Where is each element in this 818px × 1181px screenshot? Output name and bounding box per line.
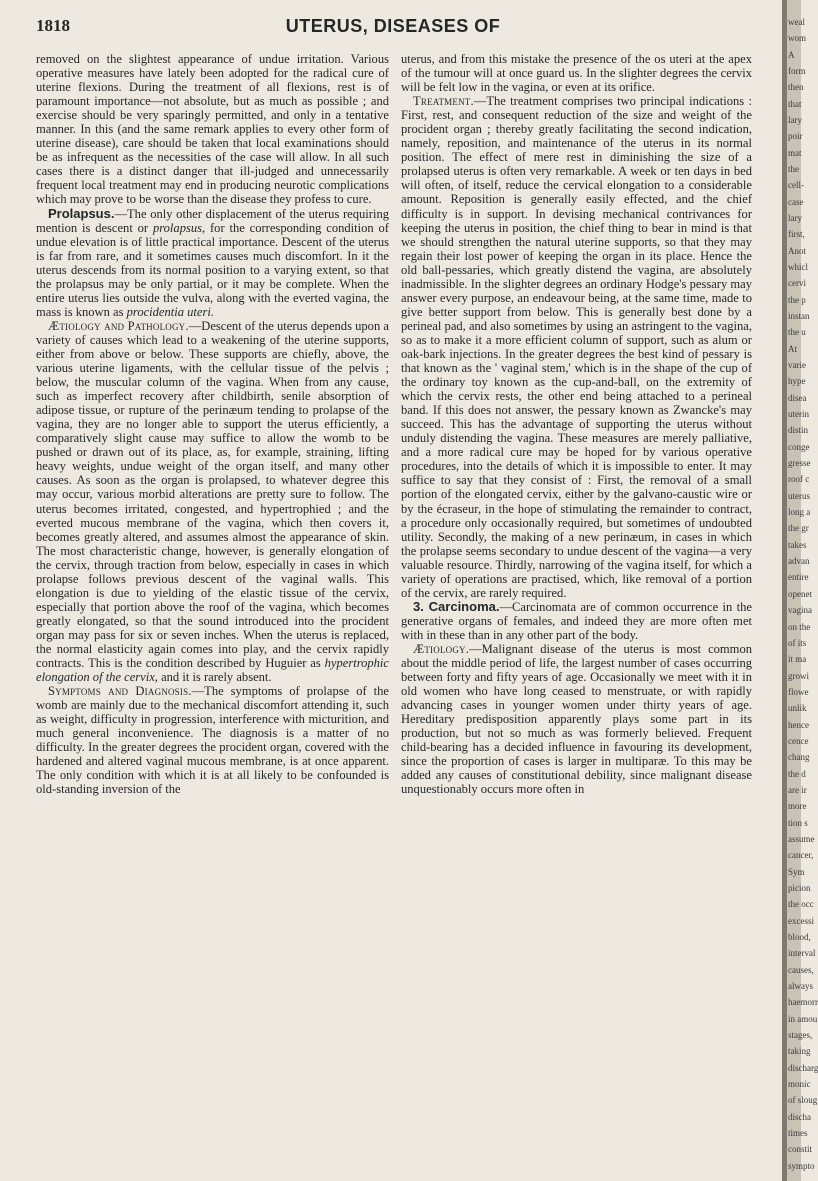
edge-fragment: cell-: [788, 180, 804, 191]
paragraph-text: —Malignant disease of the uterus is most common about the middle period of life, the largest number of cases occurring between forty and fifty years of age. Occasionally we meet with it in old women who have long ceased to menstruate, or with rapidly advancing cases in younger women under thirty years of age. Hereditary predisposition apparently plays some part in its production, but not so much as was formerly believed. Frequent child-bearing has a decided influence in favouring its development, since the proportion of cases is larger in multiparæ. To this may be added any causes of constitutional debility, since malignant disease unquestionably occurs more often in: [401, 641, 752, 797]
paragraph: [36, 52, 389, 207]
edge-fragment: takes: [788, 539, 807, 550]
running-title: UTERUS, DISEASES OF: [285, 16, 501, 36]
edge-fragment: poir: [788, 131, 803, 142]
edge-fragment: constit: [788, 1144, 812, 1155]
edge-fragment: more: [788, 801, 807, 812]
paragraph-text: and it is rarely absent.: [157, 670, 272, 685]
edge-fragment: the gr: [788, 523, 809, 534]
paragraph-text: —The symptoms of prolapse of the womb are mainly due to the mechanical discomfort attending it, such as weight, difficulty in progression, interference with micturition, and much general inconvenience. The diagnosis is a matter of no difficulty. In the greater degrees the procident organ, covered with the hardened and altered vaginal mucous membrane, is at once apparent. The only condition with which it is at all likely to be confounded is old-standing inversion of the: [36, 684, 389, 797]
paragraph: [401, 600, 752, 642]
section-heading: Prolapsus.: [48, 205, 115, 221]
edge-fragment: always: [788, 980, 813, 991]
edge-fragment: varie: [788, 360, 806, 371]
italic-term: hypertrophic elongation of the cervix,: [36, 656, 389, 685]
subsection-heading: Ætiology.: [413, 641, 470, 656]
binding-shadow: [782, 0, 787, 1181]
edge-fragment: disea: [788, 392, 807, 403]
edge-fragment: first,: [788, 229, 805, 240]
edge-fragment: on the: [788, 621, 811, 632]
edge-fragment: Anot: [788, 245, 806, 256]
edge-fragment: discha: [788, 1111, 811, 1122]
edge-fragment: monic: [788, 1078, 811, 1089]
edge-fragment: growi: [788, 670, 809, 681]
page-header: [36, 16, 750, 38]
edge-fragment: Sym: [788, 866, 805, 877]
edge-fragment: of sloug: [788, 1095, 818, 1106]
edge-fragment: stages,: [788, 1029, 813, 1040]
paragraph-text: —The only other displacement of the uterus requiring mention is descent or: [36, 206, 389, 235]
edge-fragment: that: [788, 98, 802, 109]
edge-fragment: instan: [788, 311, 810, 322]
left-column: [36, 52, 389, 796]
edge-fragment: whicl: [788, 262, 808, 273]
right-column: [401, 52, 752, 796]
subsection-heading: Ætiology and Pathology.: [48, 318, 189, 333]
edge-fragment: mat: [788, 147, 802, 158]
edge-fragment: taking: [788, 1046, 811, 1057]
edge-fragment: the occ: [788, 899, 814, 910]
section-heading: 3. Carcinoma.: [413, 598, 500, 614]
edge-fragment: assume: [788, 833, 815, 844]
edge-fragment: excessi: [788, 915, 814, 926]
subsection-heading: Treatment.: [413, 94, 474, 109]
paragraph: [401, 642, 752, 797]
edge-fragment: causes,: [788, 964, 814, 975]
edge-fragment: the: [788, 164, 799, 175]
edge-fragment: distin: [788, 425, 809, 436]
edge-fragment: gresse: [788, 458, 811, 469]
edge-fragment: it ma: [788, 654, 807, 665]
edge-fragment: advan: [788, 556, 810, 567]
edge-fragment: A: [788, 49, 795, 60]
edge-fragment: cervi: [788, 278, 806, 289]
paragraph: [36, 684, 389, 796]
edge-fragment: the p: [788, 294, 806, 305]
edge-fragment: the u: [788, 327, 806, 338]
edge-fragment: uterin: [788, 409, 809, 420]
italic-term: procidentia uteri.: [126, 304, 214, 319]
edge-fragment: lary: [788, 213, 802, 224]
edge-fragment: sympto: [788, 1160, 815, 1171]
edge-fragment: openet: [788, 588, 812, 599]
paragraph: [36, 319, 389, 684]
edge-fragment: cence: [788, 735, 809, 746]
edge-fragment: times: [788, 1127, 808, 1138]
edge-fragment: case: [788, 196, 804, 207]
paragraph: [36, 207, 389, 319]
edge-fragment: wom: [788, 33, 806, 44]
paragraph-text: removed on the slightest appearance of undue irritation. Various operative measures have lately been adopted for the radical cure of uterine flexions. During the treatment of all flexions, rest is of paramount importance—not absolute, but as much as possible ; and exercise should be very sparingly permitted, and only in a tentative manner. In this (and the same remark applies to every other form of uterine disease), care should be taken that local examinations should be as infrequent as the necessities of the case will allow. In all such cases there is a distinct danger that ill-judged and unnecessarily frequent local treatment may end in producing neurotic complications which may prove to be worse than the disease they profess to cure.: [36, 52, 389, 207]
edge-fragment: in amou: [788, 1013, 818, 1024]
edge-fragment: the d: [788, 768, 806, 779]
edge-fragment: discharg: [788, 1062, 818, 1073]
edge-fragment: interval: [788, 948, 816, 959]
edge-fragment: weal: [788, 17, 805, 27]
paragraph: [401, 94, 752, 600]
paragraph-text: —Carcinomata are of common occurrence in the generative organs of females, and indeed they are more often met with in these than in any other part of the body.: [401, 599, 752, 642]
paragraph-text: for the corresponding condition of undue elevation is of little practical importance. Descent of the uterus is far from rare, and it sometimes causes much discomfort. In it the uterus descends from its normal position to a varying extent, so that the prolapsus may be only partial, or it may be complete. When the entire uterus lies outside the vulva, along with the everted vagina, the mass is known as: [36, 220, 389, 319]
edge-fragment: vagina: [788, 605, 812, 616]
paragraph-text: uterus, and from this mistake the presence of the os uteri at the apex of the tumour will at once guard us. In the slighter degrees the cervix will be felt low in the vagina, or even at its orifice.: [401, 52, 752, 95]
edge-fragment: then: [788, 82, 804, 93]
edge-fragment: hype: [788, 376, 806, 387]
paragraph: [401, 52, 752, 94]
page-number: 1818: [36, 16, 70, 35]
edge-fragment: cancer,: [788, 850, 814, 861]
edge-fragment: form: [788, 66, 806, 76]
edge-fragment: are ir: [788, 784, 807, 795]
adjacent-page-edge: [782, 0, 818, 1181]
edge-fragment: blood,: [788, 931, 811, 942]
edge-fragment: roof c: [788, 474, 810, 485]
edge-fragment: unlik: [788, 703, 807, 714]
edge-fragment: tion s: [788, 817, 808, 828]
subsection-heading: Symptoms and Diagnosis.: [48, 684, 192, 699]
edge-fragment: uterus: [788, 490, 810, 501]
edge-fragment: At: [788, 343, 797, 354]
edge-fragment: conge: [788, 441, 810, 452]
paragraph-text: —Descent of the uterus depends upon a variety of causes which lead to a weakening of the uterine supports, either from above or below. These supports are chiefly, above, the various uterine ligaments, with the cellular tissue of the pelvis ; below, the muscular column of the vagina. When from any cause, such as imperfect recovery after childbirth, senile absorption of adipose tissue, or rupture of the perinæum tending to prolapse of the vagina, they are no longer able to support the uterus efficiently, a comparatively slight cause may suffice to allow the womb to be pushed or drawn out of its place, as, for example, straining, lifting heavy weights, undue weight of the organ itself, and many other causes. As soon as the organ is prolapsed, to whatever degree this may occur, various morbid alterations are pretty sure to follow. The uterus becomes irritated, congested, and hypertrophied ; and the everted mucous membrane of the vagina, which then covers it, becomes greatly altered, and assumes almost the appearance of skin. The most characteristic change, however, is generally elongation of the cervix, through traction from below, especially in cases in which prolapse follows previous descent of the vaginal walls. This elongation is due to yielding of the elastic tissue of the cervix, especially that portion above the roof of the vagina, which becomes greatly elongated, so that the sound introduced into the procident organ may pass for six or seven inches. When the uterus is replaced, the normal elasticity again comes into play, and the cervix rapidly contracts. This is the condition described by Huguier as: [36, 318, 389, 671]
edge-fragment: entire: [788, 572, 809, 583]
edge-fragment: hence: [788, 719, 809, 730]
edge-fragment: of its: [788, 637, 807, 648]
edge-fragment: chang: [788, 752, 810, 763]
edge-fragment: picion: [788, 882, 811, 893]
edge-fragment: flowe: [788, 686, 809, 697]
italic-term: prolapsus,: [152, 220, 206, 235]
paragraph-text: —The treatment comprises two principal indications : First, rest, and consequent reduction of the size and weight of the procident organ ; thereby greatly facilitating the second indication, namely, reposition, and maintenance of the uterus in its normal position. The effect of mere rest in diminishing the size of a prolapsed uterus is often very remarkable. A week or ten days in bed will often, of itself, reduce the cervical elongation to a considerable amount. Reposition is generally easily effected, and the chief difficulty is in support. In devising mechanical contrivances for keeping the uterus in position, the chief thing to bear in mind is that we should strengthen the natural uterine supports, so that they may regain their lost power of keeping the organ in its place. Hence the old ball-pessaries, which greatly distend the vagina, are absolutely inadmissible. In the slighter degrees an ordinary Hodge's pessary may answer every purpose, an endeavour being, at the same time, made to give better support from below. This is generally best done by a perineal pad, and also sometimes by using an astringent to the vagina, so as to make it a more efficient column of support, such as alum or oak-bark injections. In the greater degrees the best kind of pessary is that known as the ' vaginal stem,' which is in the shape of the cup of the ordinary toy known as the cup-and-ball, on the extremity of which the cervix rests, the other end being attached to a perineal band. If this does not answer, the pessary known as Zwancke's may succeed. This has the advantage of supporting the uterus without unduly distending the vagina. These measures are merely palliative, and a more radical cure may be hoped for by various operative procedures, into the details of which it is impossible to enter. It may suffice to say that they consist of : First, the removal of a small portion of the elongated cervix, either by the galvano-caustic wire or by the écraseur, in the hope of stimulating the remainder to contract, a procedure only occasionally required, but sometimes of undoubted utility. Secondly, the making of a new perinæum, in cases in which the prolapse seems secondary to undue descent of the vagina—a very valuable resource. Thirdly, narrowing of the vagina itself, for which a variety of operations are practised, which, like removal of a portion of the cervix, are rarely required.: [401, 94, 752, 600]
edge-fragment: long a: [788, 507, 811, 518]
edge-fragment: lary: [788, 115, 802, 126]
edge-fragment: haemorr: [788, 997, 818, 1008]
